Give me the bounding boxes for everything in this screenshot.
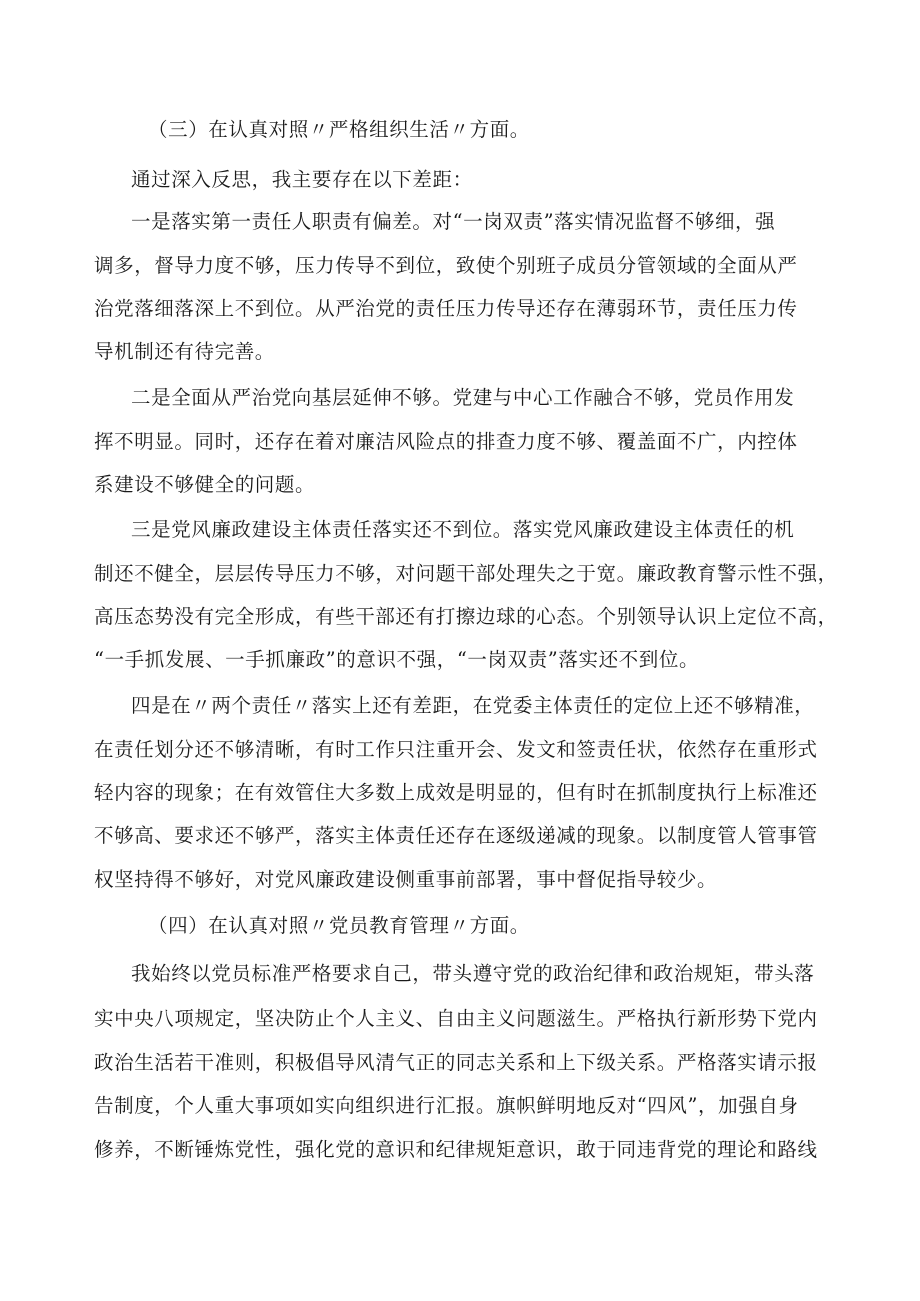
paragraph-line: 在责任划分还不够清晰，有时工作只注重开会、发文和签责任状，依然存在重形式 bbox=[94, 738, 818, 761]
paragraph-line: 系建设不够健全的问题。 bbox=[94, 473, 316, 496]
paragraph-line: 挥不明显。同时，还存在着对廉洁风险点的排查力度不够、覆盖面不广，内控体 bbox=[94, 430, 798, 453]
paragraph-line: 权坚持得不够好，对党风廉政建设侧重事前部署，事中督促指导较少。 bbox=[94, 868, 718, 891]
paragraph-line: 三是党风廉政建设主体责任落实还不到位。落实党风廉政建设主体责任的机 bbox=[131, 518, 795, 541]
paragraph-line: 二是全面从严治党向基层延伸不够。党建与中心工作融合不够，党员作用发 bbox=[131, 386, 795, 409]
paragraph-line: 不够高、要求还不够严，落实主体责任还存在逐级递减的现象。以制度管人管事管 bbox=[94, 824, 818, 847]
paragraph-line: 我始终以党员标准严格要求自己，带头遵守党的政治纪律和政治规矩，带头落 bbox=[131, 962, 815, 985]
paragraph-line: “一手抓发展、一手抓廉政”的意识不强，“一岗双责”落实还不到位。 bbox=[94, 648, 700, 671]
paragraph-line: 实中央八项规定，坚决防止个人主义、自由主义问题滋生。严格执行新形势下党内 bbox=[94, 1007, 818, 1030]
paragraph-line: 导机制还有待完善。 bbox=[94, 340, 275, 363]
paragraph-line: 调多，督导力度不够，压力传导不到位，致使个别班子成员分管领域的全面从严 bbox=[94, 254, 798, 277]
paragraph-line: 一是落实第一责任人职责有偏差。对“一岗双责”落实情况监督不够细，强 bbox=[131, 210, 776, 233]
paragraph-line: 四是在〃两个责任〃落实上还有差距，在党委主体责任的定位上还不够精准， bbox=[131, 694, 815, 717]
paragraph-line: 制还不健全，层层传导压力不够，对问题干部处理失之于宽。廉政教育警示性不强， bbox=[94, 562, 838, 585]
paragraph-line: 修养，不断锤炼党性，强化党的意识和纪律规矩意识，敢于同违背党的理论和路线 bbox=[94, 1138, 818, 1161]
section3-intro: 通过深入反思，我主要存在以下差距： bbox=[131, 168, 473, 191]
paragraph-line: 告制度，个人重大事项如实向组织进行汇报。旗帜鲜明地反对“四风”，加强自身 bbox=[94, 1094, 799, 1117]
paragraph-line: 高压态势没有完全形成，有些干部还有打擦边球的心态。个别领导认识上定位不高， bbox=[94, 605, 838, 628]
section4-heading: （四）在认真对照〃党员教育管理〃方面。 bbox=[148, 914, 530, 937]
paragraph-line: 治党落细落深上不到位。从严治党的责任压力传导还存在薄弱环节，责任压力传 bbox=[94, 297, 798, 320]
section3-heading: （三）在认真对照〃严格组织生活〃方面。 bbox=[148, 118, 530, 141]
paragraph-line: 轻内容的现象；在有效管住大多数上成效是明显的，但有时在抓制度执行上标准还 bbox=[94, 781, 818, 804]
paragraph-line: 政治生活若干准则，积极倡导风清气正的同志关系和上下级关系。严格落实请示报 bbox=[94, 1051, 818, 1074]
